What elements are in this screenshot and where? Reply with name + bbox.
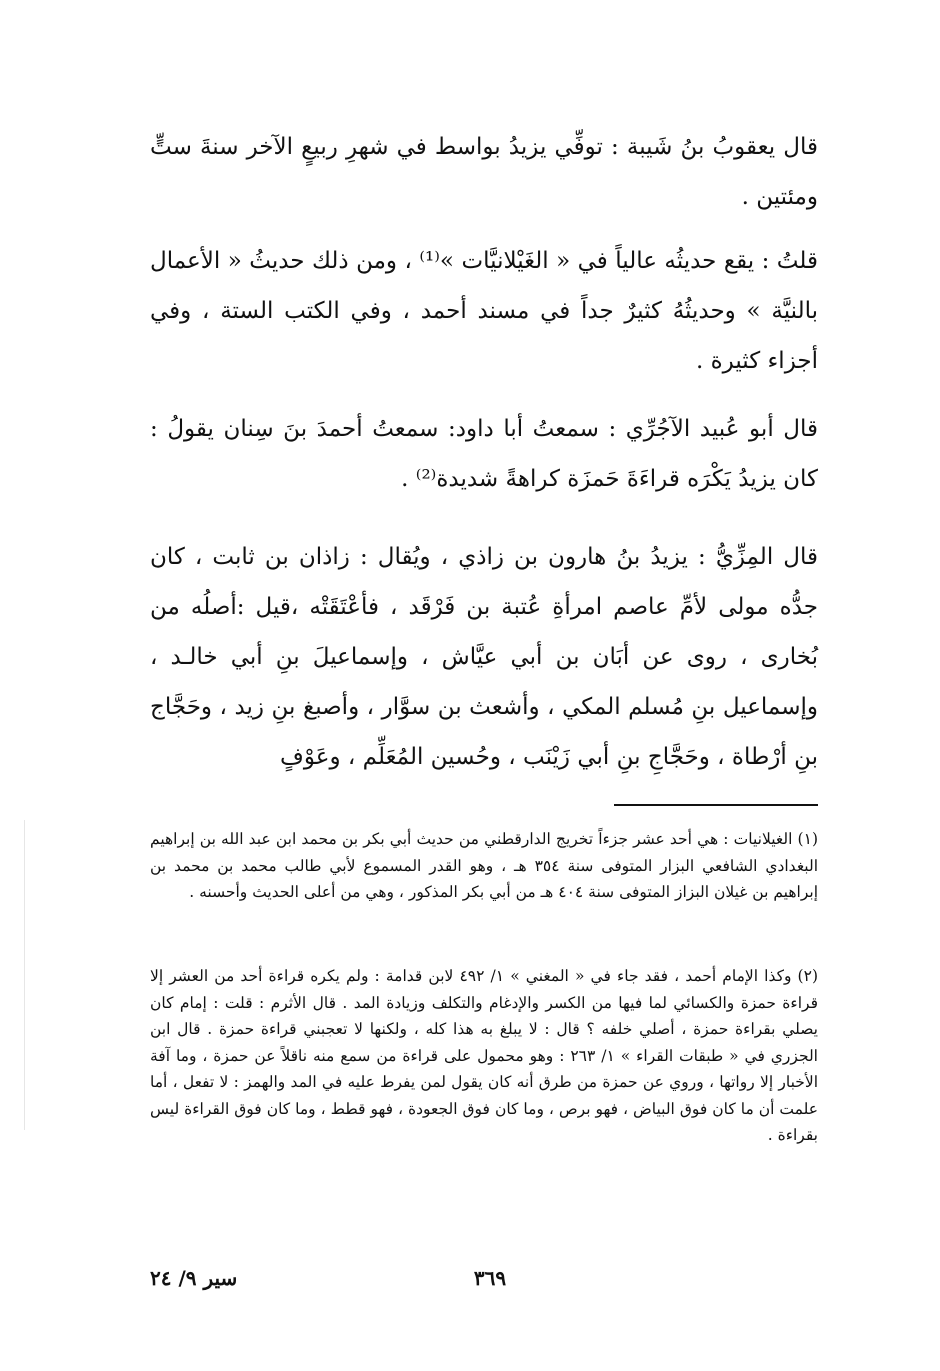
paragraph-text: قال أبو عُبيد الآجُرِّي : سمعتُ أبا داود: سمعتُ أحمدَ بنَ سِنان يقولُ : كان يزيدُ يَكْرَه قراءَةَ حَمزَة كراهةً شديدة⁽²⁾ . — [150, 416, 818, 492]
footnote-text: (٢) وكذا الإمام أحمد ، فقد جاء في « المغني » ١/ ٤٩٢ لابن قدامة : ولم يكره قراءة أحد من العشر إلا قراءة حمزة والكسائي لما فيها من الكسر والإدغام والتكلف وزيادة المد . قال الأثرم : قلت : إمام كان يصلي بقراءة حمزة ، أصلي خلفه ؟ قال : لا يبلغ به هذا كله ، ولكنها لا تعجبني قراءة حمزة . قال ابن الجزري في « طبقات القراء » ١/ ٢٦٣ : وهو محمول على قراءة من سمع منه ناقلاً عن حمزة ، وما آفة الأخبار إلا رواتها ، وروي عن حمزة من طرق أنه كان يقول لمن يفرط عليه في المد والهمز : لا تفعل ، أما علمت أن ما كان فوق البياض ، فهو برص ، وما كان فوق الجعودة ، فهو قطط ، وما كان فوق القراءة ليس بقراءة . — [150, 967, 818, 1144]
footnote-text: (١) الغيلانيات : هي أحد عشر جزءاً تخريج الدارقطني من حديث أبي بكر بن محمد ابن عبد الله بن إبراهيم البغدادي الشافعي البزار المتوفى سنة ٣٥٤ هـ ، وهو القدر المسموع لأبي طالب محمد بن محمد بن إبراهيم بن غيلان البزاز المتوفى سنة ٤٠٤ هـ من أبي بكر المذكور ، وهي من أعلى الحديث وأحسنه . — [150, 830, 818, 901]
page-number: ٣٦٩ — [473, 1266, 507, 1290]
scan-edge-mark — [24, 820, 25, 1130]
paragraph-1 — [150, 122, 818, 222]
paragraph-2 — [150, 236, 818, 386]
paragraph-text: قال المِزِّيُّ : يزيدُ بنُ هارون بن زاذي ، ويُقال : زاذان بن ثابت ، كان جدُّه مولى لأمِّ عاصم امرأةِ عُتبة بن فَرْقَد ، فأعْتَقَتْه ،قيل :أصلُه من بُخارى ، روى عن أبَان بن أبي عيَّاش ، وإسماعيلَ بنِ أبي خالـد ، وإسماعيل بنِ مُسلم المكي ، وأشعث بن سوَّار ، وأصبغ بنِ زيد ، وحَجَّاج بنِ أرْطاة ، وحَجَّاجِ بنِ أبي زَيْنَب ، وحُسين المُعَلِّم ، وعَوْفٍ — [150, 544, 818, 770]
footnote-1 — [150, 826, 818, 906]
paragraph-text: قلتُ : يقع حديثُه عالياً في « الغَيْلانيَّات »⁽¹⁾ ، ومن ذلك حديثُ « الأعمال بالنيَّة » وحديثُهُ كثيرٌ جداً في مسند أحمد ، وفي الكتب الستة ، وفي أجزاء كثيرة . — [150, 248, 818, 374]
paragraph-4 — [150, 532, 818, 782]
paragraph-text: قال يعقوبُ بنُ شَيبة : توفِّي يزيدُ بواسط في شهرِ ربيعٍ الآخر سنةَ ستٍّ ومئتين . — [150, 134, 818, 210]
signature-mark: سير ٩/ ٢٤ — [150, 1266, 238, 1290]
footnote-separator — [614, 804, 818, 806]
footnote-2 — [150, 963, 818, 1149]
paragraph-3 — [150, 404, 818, 504]
